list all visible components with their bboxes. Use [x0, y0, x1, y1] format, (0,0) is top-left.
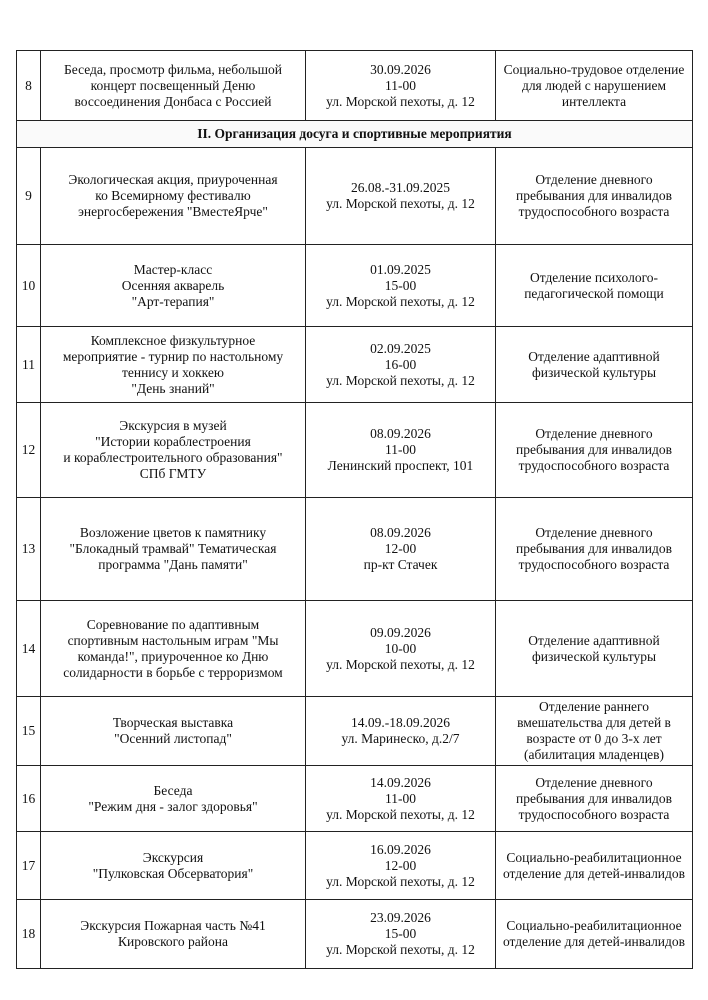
event-date-place: 08.09.2026 12-00 пр-кт Стачек [306, 498, 496, 601]
event-date-place: 16.09.2026 12-00 ул. Морской пехоты, д. 12 [306, 832, 496, 900]
row-number: 16 [17, 766, 41, 832]
responsible-department: Социально-трудовое отделение для людей с нарушением интеллекта [496, 51, 693, 121]
event-date-place: 09.09.2026 10-00 ул. Морской пехоты, д. 12 [306, 601, 496, 697]
responsible-department: Отделение адаптивной физической культуры [496, 601, 693, 697]
table-row [17, 601, 693, 697]
row-number: 17 [17, 832, 41, 900]
section-title: II. Организация досуга и спортивные мероприятия [17, 121, 693, 148]
event-description: Экскурсия Пожарная часть №41 Кировского района [41, 900, 306, 969]
event-date-place: 23.09.2026 15-00 ул. Морской пехоты, д. 12 [306, 900, 496, 969]
event-date-place: 14.09.2026 11-00 ул. Морской пехоты, д. 12 [306, 766, 496, 832]
event-description: Мастер-класс Осенняя акварель "Арт-терапия" [41, 245, 306, 327]
event-date-place: 01.09.2025 15-00 ул. Морской пехоты, д. 12 [306, 245, 496, 327]
table-row [17, 766, 693, 832]
event-date-place: 02.09.2025 16-00 ул. Морской пехоты, д. 12 [306, 327, 496, 403]
event-description: Беседа "Режим дня - залог здоровья" [41, 766, 306, 832]
event-date-place: 30.09.2026 11-00 ул. Морской пехоты, д. 12 [306, 51, 496, 121]
table-row [17, 697, 693, 766]
row-number: 14 [17, 601, 41, 697]
row-number: 10 [17, 245, 41, 327]
event-description: Экологическая акция, приуроченная ко Всемирному фестивалю энергосбережения "ВместеЯрче" [41, 148, 306, 245]
table-row [17, 327, 693, 403]
row-number: 8 [17, 51, 41, 121]
responsible-department: Отделение адаптивной физической культуры [496, 327, 693, 403]
table-row [17, 900, 693, 969]
event-description: Экскурсия "Пулковская Обсерватория" [41, 832, 306, 900]
row-number: 15 [17, 697, 41, 766]
responsible-department: Отделение раннего вмешательства для детей в возрасте от 0 до 3-х лет (абилитация младенцев) [496, 697, 693, 766]
event-date-place: 26.08.-31.09.2025 ул. Морской пехоты, д. 12 [306, 148, 496, 245]
row-number: 11 [17, 327, 41, 403]
event-description: Творческая выставка "Осенний листопад" [41, 697, 306, 766]
row-number: 13 [17, 498, 41, 601]
table-row [17, 403, 693, 498]
responsible-department: Социально-реабилитационное отделение для детей-инвалидов [496, 832, 693, 900]
event-date-place: 08.09.2026 11-00 Ленинский проспект, 101 [306, 403, 496, 498]
event-description: Возложение цветов к памятнику "Блокадный трамвай" Тематическая программа "Дань памяти" [41, 498, 306, 601]
event-description: Комплексное физкультурное мероприятие - турнир по настольному теннису и хоккею "День знаний" [41, 327, 306, 403]
row-number: 9 [17, 148, 41, 245]
responsible-department: Социально-реабилитационное отделение для детей-инвалидов [496, 900, 693, 969]
events-table-body [17, 51, 693, 969]
event-description: Беседа, просмотр фильма, небольшой концерт посвещенный Деню воссоединения Донбаса с Россией [41, 51, 306, 121]
events-table [16, 50, 693, 969]
responsible-department: Отделение дневного пребывания для инвалидов трудоспособного возраста [496, 498, 693, 601]
responsible-department: Отделение дневного пребывания для инвалидов трудоспособного возраста [496, 148, 693, 245]
row-number: 18 [17, 900, 41, 969]
row-number: 12 [17, 403, 41, 498]
table-row [17, 245, 693, 327]
event-description: Соревнование по адаптивным спортивным настольным играм "Мы команда!", приуроченное ко Дню солидарности в борьбе с терроризмом [41, 601, 306, 697]
section-header-row [17, 121, 693, 148]
table-row [17, 498, 693, 601]
table-row [17, 832, 693, 900]
responsible-department: Отделение дневного пребывания для инвалидов трудоспособного возраста [496, 766, 693, 832]
table-row [17, 51, 693, 121]
responsible-department: Отделение дневного пребывания для инвалидов трудоспособного возраста [496, 403, 693, 498]
event-description: Экскурсия в музей "Истории кораблестроения и кораблестроительного образования" СПб ГМТУ [41, 403, 306, 498]
event-date-place: 14.09.-18.09.2026 ул. Маринеско, д.2/7 [306, 697, 496, 766]
responsible-department: Отделение психолого- педагогической помощи [496, 245, 693, 327]
table-row [17, 148, 693, 245]
